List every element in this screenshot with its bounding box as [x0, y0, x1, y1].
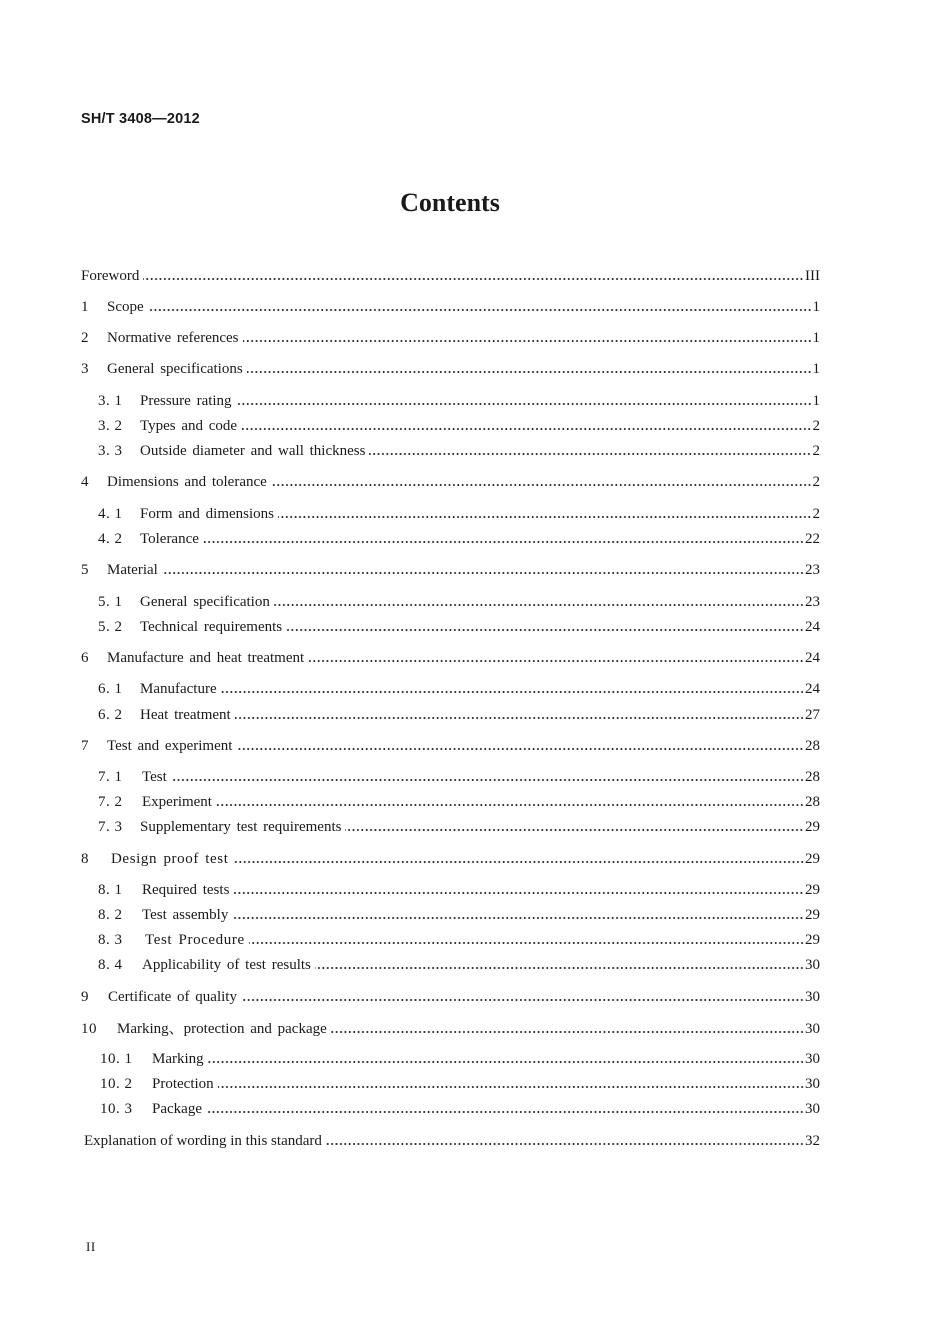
leader-dots — [236, 747, 804, 751]
toc-entry-title: Certificate of quality — [108, 989, 237, 1005]
toc-entry-title: Test and experiment — [107, 738, 233, 754]
toc-entry-5-2[interactable] — [98, 614, 820, 636]
toc-entry-6[interactable] — [81, 645, 820, 667]
toc-section-number: 7. 2 — [98, 794, 123, 810]
toc-section-number: 4. 2 — [98, 531, 123, 547]
toc-entry-8[interactable] — [81, 846, 820, 868]
leader-dots — [243, 339, 812, 343]
toc-entry-title: Supplementary test requirements — [140, 819, 342, 835]
leader-dots — [331, 1030, 804, 1034]
leader-dots — [308, 659, 804, 663]
toc-section-number: 7. 1 — [98, 769, 123, 785]
toc-section-number: 3. 3 — [98, 443, 123, 459]
leader-dots — [232, 916, 804, 920]
toc-entry-title: Form and dimensions — [140, 506, 274, 522]
toc-section-number: 7. 3 — [98, 819, 123, 835]
leader-dots — [233, 860, 804, 864]
toc-entry-title: Experiment — [142, 794, 212, 810]
toc-page-number: 1 — [812, 393, 820, 409]
leader-dots — [271, 483, 812, 487]
toc-page-number: 23 — [805, 594, 820, 610]
toc-section-number: 8. 4 — [98, 957, 123, 973]
toc-page-number: 2 — [812, 506, 820, 522]
toc-section-number: 8. 2 — [98, 907, 123, 923]
toc-page-number: 28 — [805, 769, 820, 785]
toc-page-number: 23 — [805, 562, 820, 578]
toc-section-number: 3. 2 — [98, 418, 123, 434]
toc-section-number: 9 — [81, 989, 89, 1005]
toc-page-number: 29 — [805, 882, 820, 898]
toc-entry-title: Material — [107, 562, 158, 578]
leader-dots — [221, 690, 804, 694]
toc-section-number: 3 — [81, 361, 89, 377]
toc-entry-4[interactable] — [81, 469, 820, 491]
toc-entry-1[interactable] — [81, 294, 820, 316]
toc-entry-title: General specification — [140, 594, 270, 610]
toc-entry-10-2[interactable] — [100, 1071, 820, 1093]
toc-entry-8-1[interactable] — [98, 877, 820, 899]
toc-section-number: 3. 1 — [98, 393, 123, 409]
toc-entry-title: Design proof test — [111, 851, 229, 867]
toc-entry-title: Manufacture — [140, 681, 217, 697]
toc-entry-title: Applicability of test results — [142, 957, 311, 973]
leader-dots — [216, 803, 804, 807]
toc-entry-9[interactable] — [81, 984, 820, 1006]
toc-entry-3[interactable] — [81, 356, 820, 378]
toc-entry-8-2[interactable] — [98, 902, 820, 924]
toc-page-number: 24 — [805, 681, 820, 697]
toc-entry-title: Foreword — [81, 268, 140, 284]
page-title: Contents — [400, 188, 500, 217]
toc-entry-8-4[interactable] — [98, 952, 820, 974]
toc-page-number: 30 — [805, 1101, 820, 1117]
toc-page-number: 30 — [805, 1051, 820, 1067]
toc-page-number: 2 — [812, 443, 820, 459]
toc-section-number: 2 — [81, 330, 89, 346]
page-number: II — [86, 1239, 96, 1254]
leader-dots — [143, 277, 804, 281]
toc-page-number: 29 — [805, 932, 820, 948]
toc-entry-4-1[interactable] — [98, 501, 820, 523]
toc-page-number: 1 — [812, 330, 820, 346]
toc-page-number: 29 — [805, 907, 820, 923]
toc-entry-title: Explanation of wording in this standard — [84, 1133, 322, 1149]
leader-dots — [369, 452, 811, 456]
toc-entry-10[interactable] — [81, 1016, 820, 1038]
leader-dots — [274, 603, 804, 607]
toc-section-number: 4. 1 — [98, 506, 123, 522]
toc-entry-title: Marking、protection and package — [117, 1021, 327, 1037]
toc-page-number: III — [805, 268, 820, 284]
toc-section-number: 5 — [81, 562, 89, 578]
leader-dots — [206, 1110, 804, 1114]
toc-section-number: 8. 1 — [98, 882, 123, 898]
toc-entry-10-3[interactable] — [100, 1096, 820, 1118]
toc-page-number: 1 — [812, 361, 820, 377]
toc-section-number: 10. 1 — [100, 1051, 133, 1067]
toc-entry-title: Protection — [152, 1076, 214, 1092]
leader-dots — [241, 427, 811, 431]
toc-entry-5[interactable] — [81, 557, 820, 579]
toc-page-number: 24 — [805, 650, 820, 666]
toc-entry-title: Manufacture and heat treatment — [107, 650, 305, 666]
document-code: SH/T 3408—2012 — [81, 111, 200, 127]
toc-page-number: 29 — [805, 851, 820, 867]
toc-entry-title: Marking — [152, 1051, 204, 1067]
toc-page-number: 30 — [805, 989, 820, 1005]
leader-dots — [247, 370, 812, 374]
toc-entry-3-2[interactable] — [98, 413, 820, 435]
toc-entry-4-2[interactable] — [98, 526, 820, 548]
toc-page-number: 28 — [805, 738, 820, 754]
toc-section-number: 4 — [81, 474, 89, 490]
toc-entry-7-2[interactable] — [98, 789, 820, 811]
toc-entry-title: Types and code — [140, 418, 238, 434]
toc-entry-title: Dimensions and tolerance — [107, 474, 267, 490]
toc-page-number: 2 — [812, 474, 820, 490]
toc-entry-title: Test assembly — [142, 907, 229, 923]
toc-page-number: 24 — [805, 619, 820, 635]
leader-dots — [171, 778, 804, 782]
toc-entry-title: Normative references — [107, 330, 239, 346]
leader-dots — [233, 891, 804, 895]
toc-entry-3-1[interactable] — [98, 388, 820, 410]
toc-entry-title: Tolerance — [140, 531, 199, 547]
toc-page-number: 1 — [812, 299, 820, 315]
toc-entry-title: Test Procedure — [145, 932, 245, 948]
leader-dots — [249, 941, 804, 945]
toc-entry-title: Test — [142, 769, 167, 785]
toc-section-number: 6. 1 — [98, 681, 123, 697]
leader-dots — [162, 571, 804, 575]
leader-dots — [208, 1060, 804, 1064]
toc-entry-title: General specifications — [107, 361, 243, 377]
toc-entry-title: Package — [152, 1101, 202, 1117]
toc-entry-title: Required tests — [142, 882, 230, 898]
toc-section-number: 1 — [81, 299, 89, 315]
toc-section-number: 8 — [81, 851, 89, 867]
leader-dots — [326, 1142, 804, 1146]
toc-entry-title: Pressure rating — [140, 393, 232, 409]
toc-section-number: 6. 2 — [98, 707, 123, 723]
toc-page-number: 22 — [805, 531, 820, 547]
leader-dots — [236, 402, 812, 406]
toc-entry-title: Outside diameter and wall thickness — [140, 443, 366, 459]
toc-section-number: 10. 3 — [100, 1101, 133, 1117]
toc-entry-3-3[interactable] — [98, 438, 820, 460]
toc-page-number: 2 — [812, 418, 820, 434]
toc-section-number: 5. 1 — [98, 594, 123, 610]
leader-dots — [218, 1085, 804, 1089]
leader-dots — [345, 828, 804, 832]
toc-entry-7-1[interactable] — [98, 764, 820, 786]
toc-entry-foreword[interactable] — [81, 263, 820, 285]
toc-entry-explanation[interactable] — [84, 1128, 820, 1150]
toc-page-number: 27 — [805, 707, 820, 723]
toc-section-number: 7 — [81, 738, 89, 754]
leader-dots — [315, 966, 804, 970]
toc-page-number: 30 — [805, 1021, 820, 1037]
toc-entry-title: Technical requirements — [140, 619, 283, 635]
toc-section-number: 8. 3 — [98, 932, 123, 948]
leader-dots — [235, 716, 804, 720]
toc-entry-5-1[interactable] — [98, 589, 820, 611]
toc-section-number: 10. 2 — [100, 1076, 133, 1092]
toc-section-number: 6 — [81, 650, 89, 666]
toc-section-number: 10 — [81, 1021, 97, 1037]
toc-entry-10-1[interactable] — [100, 1046, 820, 1068]
toc-page-number: 30 — [805, 1076, 820, 1092]
toc-entry-6-1[interactable] — [98, 676, 820, 698]
leader-dots — [286, 628, 804, 632]
toc-page-number: 30 — [805, 957, 820, 973]
toc-page-number: 29 — [805, 819, 820, 835]
toc-page-number: 32 — [805, 1133, 820, 1149]
leader-dots — [148, 308, 812, 312]
toc-entry-title: Heat treatment — [140, 707, 231, 723]
leader-dots — [278, 515, 812, 519]
toc-entry-7[interactable] — [81, 733, 820, 755]
toc-entry-6-2[interactable] — [98, 702, 820, 724]
toc-section-number: 5. 2 — [98, 619, 123, 635]
toc-entry-title: Scope — [107, 299, 144, 315]
leader-dots — [203, 540, 804, 544]
toc-entry-7-3[interactable] — [98, 814, 820, 836]
leader-dots — [241, 998, 804, 1002]
toc-page-number: 28 — [805, 794, 820, 810]
toc-entry-8-3[interactable] — [98, 927, 820, 949]
toc-entry-2[interactable] — [81, 325, 820, 347]
